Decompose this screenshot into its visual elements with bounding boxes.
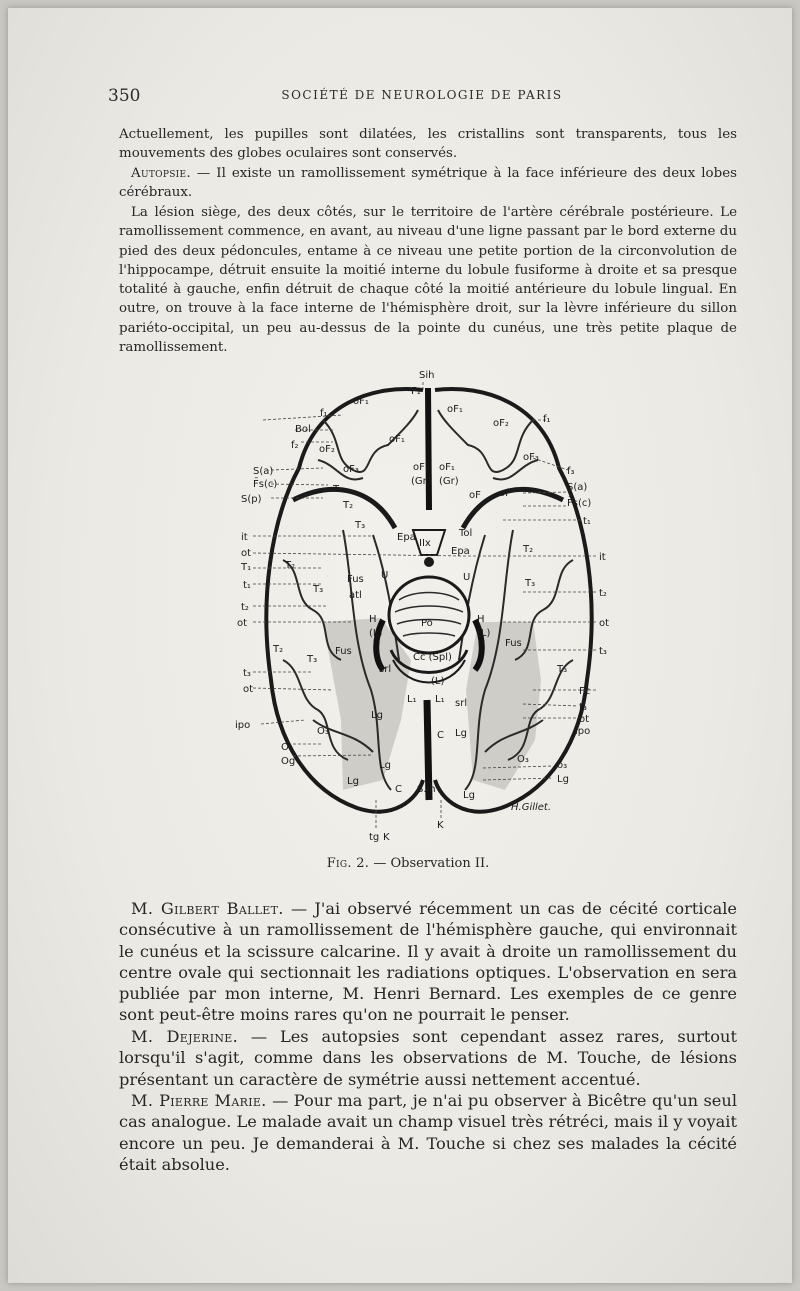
label-s-a-right: S(a) [567, 482, 588, 493]
label-t1-left: T₁ [241, 562, 252, 573]
caption-text: — Observation II. [369, 856, 490, 871]
label-f3-right: f₃ [567, 466, 575, 477]
label-of1-right: oF₁ [447, 404, 463, 415]
label-fus-right: Fus [505, 638, 522, 649]
label-of1-left: oF₁ [353, 396, 369, 407]
label-ipo-right: ipo [575, 726, 591, 737]
page-header [108, 86, 736, 108]
label-it-left: it [241, 532, 248, 543]
label-of1-gr-right: oF₁ [439, 462, 455, 473]
label-l-small: (L) [431, 676, 445, 687]
journal-page [8, 8, 792, 1283]
label-f1-top-right: F₁ [411, 386, 421, 397]
label-ot-left2: ot [237, 618, 248, 629]
label-fus-left: Fus [347, 574, 364, 585]
label-gr1: (Gr) [411, 476, 431, 487]
label-ot-right2: ot [579, 714, 590, 725]
label-of3-left: oF₃ [343, 464, 359, 475]
label-c-left: C [395, 784, 402, 795]
mammillary-region [424, 557, 434, 567]
label-k-right: K [437, 820, 444, 831]
paragraph-dejerine [119, 1026, 737, 1090]
label-s-p-left: S(p) [241, 494, 262, 505]
label-bol: Bol [295, 424, 311, 435]
label-og: Og [281, 756, 296, 767]
label-fs-c-left: F̄s(c) [253, 479, 278, 490]
label-fc: Fc [579, 686, 591, 697]
label-ipo-left: ipo [235, 720, 251, 731]
label-cc-spl: Cc (Spl) [413, 652, 452, 663]
label-t3-mid: T₃ [313, 584, 324, 595]
illustrator-signature: H.Gillet. [511, 802, 552, 813]
label-o2-left: O₂ [281, 742, 293, 753]
label-srl-right: srl [455, 698, 468, 709]
speaker-ballet: M. Gilbert Ballet. [131, 899, 284, 918]
label-t3-right-lower: T₃ [557, 664, 568, 675]
label-po: Po [421, 618, 433, 629]
label-h-right: H [477, 614, 485, 625]
label-u-right: U [463, 572, 471, 583]
figure-caption [8, 856, 792, 871]
pons-brainstem [389, 577, 469, 653]
ballet-text: — J'ai observé récemment un cas de cécité corticale consécutive à un ramollissement de l'hémisphère gauche, qui environnait le cunéus et la scissure calcarine. Il y avait à droite un ramollissement du centre ovale qui sectionnait les radiations optiques. L'observation en sera publiée par mon interne, M. Henri Bernard. Les exemples de ce genre sont peut-être moins rares qu'on ne pourrait le penser. [119, 899, 737, 1025]
label-t2-left: t₂ [241, 602, 249, 613]
label-srl-left: srl [379, 664, 392, 675]
label-lg-right: Lg [455, 728, 467, 739]
speaker-dejerine: M. Dejerine. [131, 1027, 239, 1046]
label-f1-right: f₁ [543, 414, 551, 425]
lesion-right [466, 622, 541, 790]
label-tol: Tol [459, 528, 473, 539]
page-number: 350 [108, 86, 141, 106]
brain-figure [223, 360, 623, 850]
label-it-right: it [599, 552, 606, 563]
label-of1-inner: oF₁ [389, 434, 405, 445]
label-l1-left: L₁ [407, 694, 417, 705]
label-o3-right2: o₃ [557, 760, 568, 771]
label-ot-right: ot [599, 618, 610, 629]
label-f2-left: f₂ [291, 440, 299, 451]
label-k-left: K [383, 832, 390, 843]
label-t3-left: t₃ [243, 668, 251, 679]
dejerine-text: — Les autopsies sont cependant assez rares, surtout lorsqu'il s'agit, comme dans les observations de M. Touche, de lésions présentant un caractère de symétrie aussi nettement accentué. [119, 1027, 737, 1089]
label-l-right: (L) [477, 628, 491, 639]
label-sih-bottom: S.ih [417, 784, 436, 795]
label-ot-left3: ot [243, 684, 254, 695]
label-h-left: H [369, 614, 377, 625]
label-f1-left: f₁ [320, 408, 328, 419]
label-of3-right: oF₃ [523, 452, 539, 463]
label-lg-left2: Lg [379, 760, 391, 771]
paragraph-autopsy [119, 164, 737, 203]
label-t3-right-small: t₃ [599, 646, 607, 657]
label-fus-lower-left: Fus [335, 646, 352, 657]
label-lg-right2: Lg [557, 774, 569, 785]
label-s-a-left: S(a) [253, 466, 274, 477]
label-ii: IIx [419, 538, 431, 549]
label-t2-right-small: t₂ [599, 588, 607, 599]
label-epa-left: Epa [397, 532, 416, 543]
label-t3-right: T₃ [525, 578, 536, 589]
label-t3-lower: T₃ [307, 654, 318, 665]
running-title: SOCIÉTÉ DE NEUROLOGIE DE PARIS [281, 88, 563, 102]
label-t1-upper: T₁ [333, 484, 344, 495]
label-of-right3: oF [499, 488, 511, 499]
label-of-right2: oF [469, 490, 481, 501]
label-ot-left1: ot [241, 548, 252, 559]
label-lg-right3: Lg [463, 790, 475, 801]
label-t2-upper: T₂ [343, 500, 354, 511]
paragraph-marie [119, 1090, 737, 1175]
label-epa-right: Epa [451, 546, 470, 557]
label-t2-mid: T₂ [285, 560, 296, 571]
label-l-left: (L) [369, 628, 383, 639]
label-fs-c-right: F̄s(c) [567, 498, 592, 509]
label-t2-right-upper: T₂ [523, 544, 534, 555]
label-t1-lower-left: t₁ [243, 580, 251, 591]
paragraph-lesion: La lésion siège, des deux côtés, sur le territoire de l'artère cérébrale postérieure. Le ramollissement commence, en avant, au niveau d'une ligne passant par le bord externe du pied des deux pédoncules, entame à ce niveau une petite portion de la circonvolution de l'hippocampe, détruit ensuite la moitié interne du lobule fusiforme à droite et sa presque totalité à gauche, enfin détruit de chaque côté la moitié antérieure du lobule lingual. En outre, on trouve à la face interne de l'hémisphère droit, sur la lèvre inférieure du sillon pariéto-occipital, un peu au-dessus de la pointe du cunéus, une très petite plaque de ramollissement. [119, 205, 737, 356]
label-of1-gr-left: oF₁ [413, 462, 429, 473]
caption-label: Fig. 2. [326, 856, 370, 871]
label-c-right: C [437, 730, 444, 741]
label-lg-left: Lg [371, 710, 383, 721]
speaker-marie: M. Pierre Marie. [131, 1091, 267, 1110]
paragraph-pupils: Actuellement, les pupilles sont dilatées, les cristallins sont transparents, tous les mouvements des globes oculaires sont conservés. [119, 127, 737, 162]
label-u-left: U [381, 570, 389, 581]
marie-text: — Pour ma part, je n'ai pu observer à Bicêtre qu'un seul cas analogue. Le malade avait un champ visuel très rétréci, mais il y voyait encore un peu. Je demanderai à M. Touche si chez ses malades la cécité était absolue. [119, 1091, 737, 1174]
autopsy-text: — Il existe un ramollissement symétrique à la face inférieure des deux lobes cérébraux. [119, 166, 737, 201]
label-of2-left: oF₂ [319, 444, 335, 455]
label-o3-right: O₃ [517, 754, 529, 765]
lesion-left [323, 618, 411, 790]
label-t3-r2: t₃ [579, 702, 587, 713]
label-of2-right: oF₂ [493, 418, 509, 429]
label-o3-left: O₃ [317, 726, 329, 737]
brain-illustration [223, 360, 623, 850]
label-t2-lower: T₂ [273, 644, 284, 655]
label-atl: atl [349, 590, 362, 601]
paragraph-ballet [119, 898, 737, 1026]
interhemispheric-fissure-top [428, 388, 429, 510]
autopsy-label: Autopsie. [131, 166, 191, 181]
label-t3-upper: T₃ [355, 520, 366, 531]
label-t1-right: t₁ [583, 516, 591, 527]
label-gr2: (Gr) [439, 476, 459, 487]
label-sih-top: Sih [419, 370, 435, 381]
label-l1-right: L₁ [435, 694, 445, 705]
label-tg: tg [369, 832, 380, 843]
label-lg-left3: Lg [347, 776, 359, 787]
